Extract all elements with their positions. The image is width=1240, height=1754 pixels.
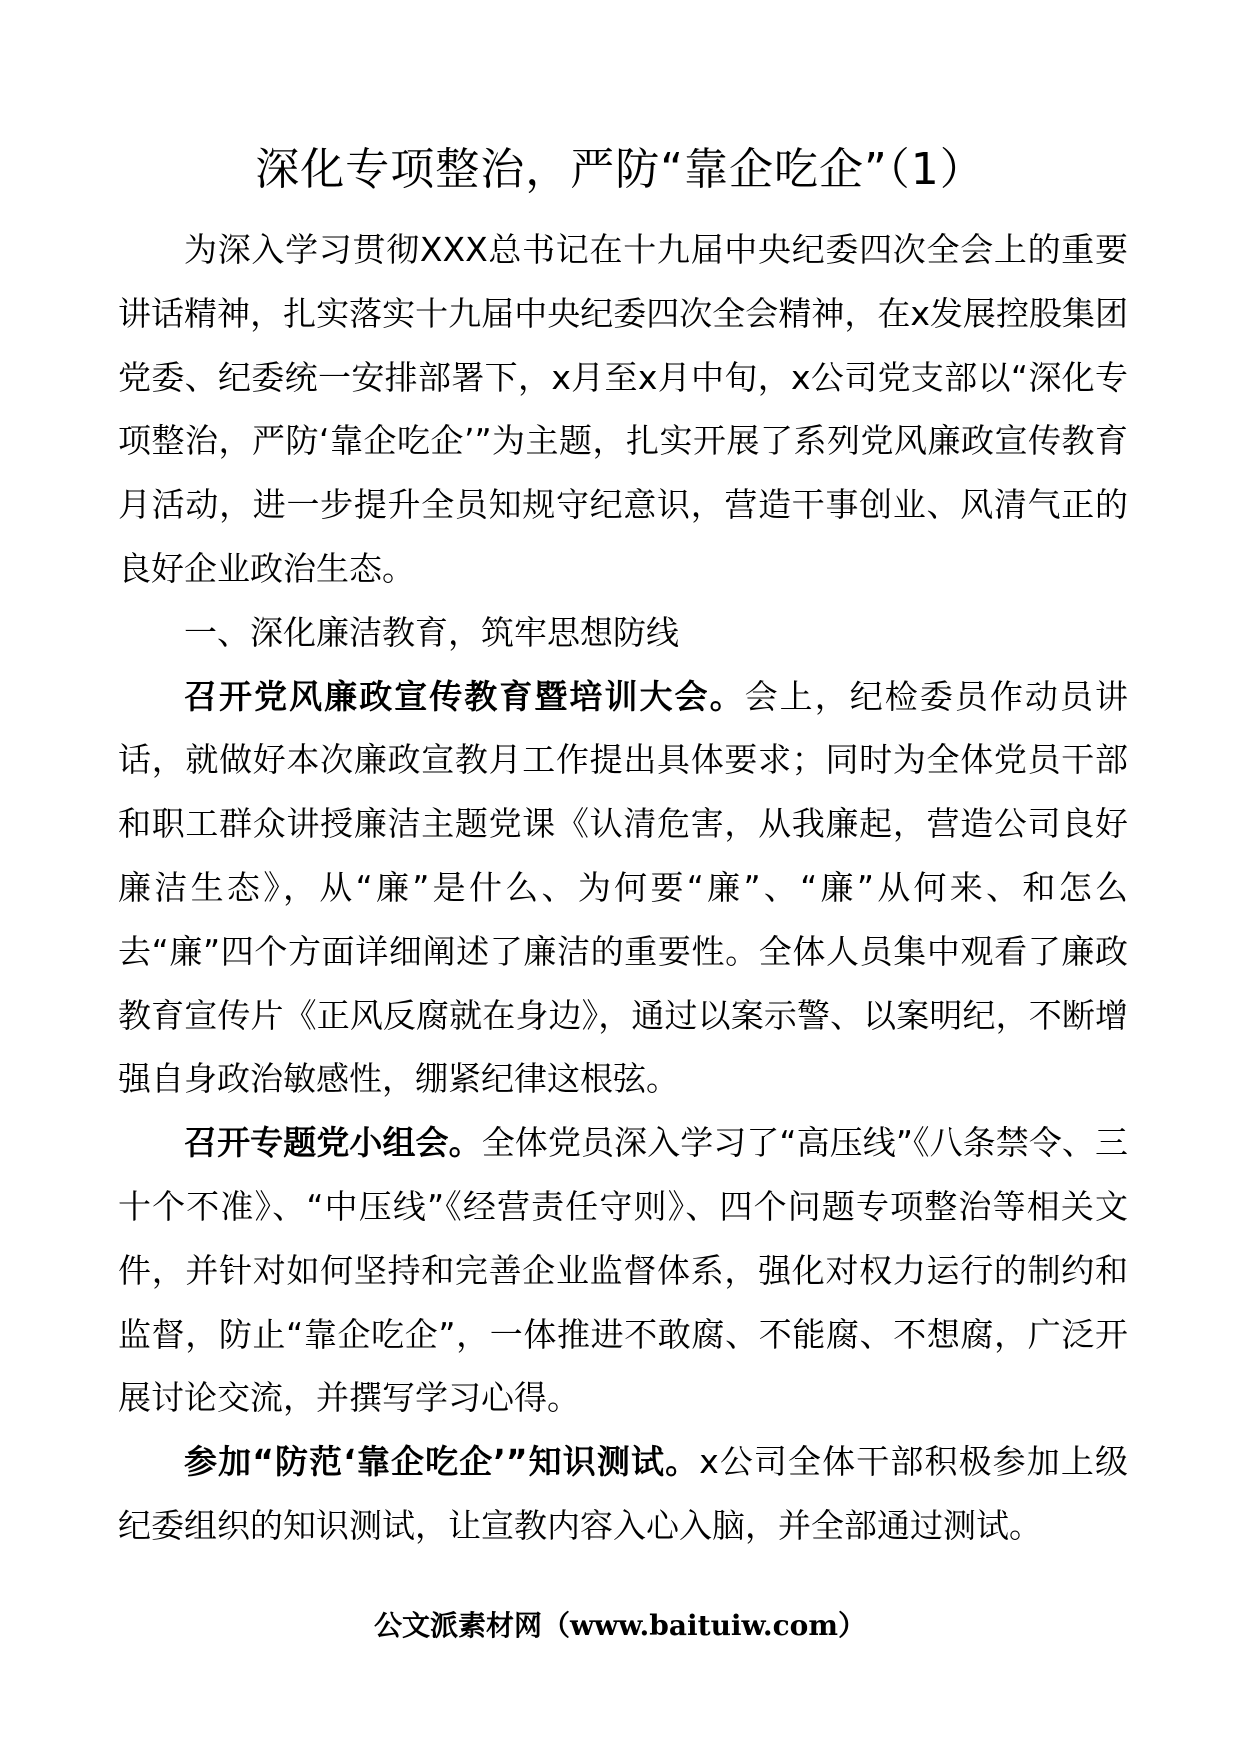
paragraph-knowledge-test [118, 1430, 1128, 1558]
paragraph-text: x公司全体干部积极参加上级纪委组织的知识测试，让宣教内容入心入脑，并全部通过测试。 [118, 1442, 1129, 1545]
document-body [118, 218, 1128, 1558]
paragraph-lead: 召开专题党小组会。 [184, 1123, 482, 1163]
paragraph-training-meeting [118, 665, 1128, 1112]
document-title: 深化专项整治，严防“靠企吃企”（1） [255, 144, 985, 195]
section-heading-text: 一、深化廉洁教育，筑牢思想防线 [184, 612, 679, 652]
paragraph-text: 会上，纪检委员作动员讲话，就做好本次廉政宣教月工作提出具体要求；同时为全体党员干部和职工群众讲授廉洁主题党课《认清危害，从我廉起，营造公司良好廉洁生态》，从“廉”是什么、为何要“廉”、“廉”从何来、和怎么去“廉”四个方面详细阐述了廉洁的重要性。全体人员集中观看了廉政教育宣传片《正风反腐就在身边》，通过以案示警、以案明纪，不断增强自身政治敏感性，绷紧纪律这根弦。 [118, 676, 1129, 1099]
paragraph-party-group-meeting [118, 1111, 1128, 1430]
paragraph-lead: 参加“防范‘靠企吃企’”知识测试。 [184, 1442, 700, 1482]
section-heading [118, 601, 1128, 665]
paragraph-text: 为深入学习贯彻XXX总书记在十九届中央纪委四次全会上的重要讲话精神，扎实落实十九届中央纪委四次全会精神，在x发展控股集团党委、纪委统一安排部署下，x月至x月中旬，x公司党支部以“深化专项整治，严防‘靠企吃企’”为主题，扎实开展了系列党风廉政宣传教育月活动，进一步提升全员知规守纪意识，营造干事创业、风清气正的良好企业政治生态。 [118, 230, 1128, 588]
paragraph-intro [118, 218, 1128, 601]
paragraph-text: 全体党员深入学习了“高压线”《八条禁令、三十个不准》、“中压线”《经营责任守则》、四个问题专项整治等相关文件，并针对如何坚持和完善企业监督体系，强化对权力运行的制约和监督，防止“靠企吃企”，一体推进不敢腐、不能腐、不想腐，广泛开展讨论交流，并撰写学习心得。 [118, 1123, 1128, 1418]
paragraph-lead: 召开党风廉政宣传教育暨培训大会。 [184, 676, 745, 716]
footer-watermark: 公文派素材网（www.baituiw.com） [374, 1609, 866, 1642]
